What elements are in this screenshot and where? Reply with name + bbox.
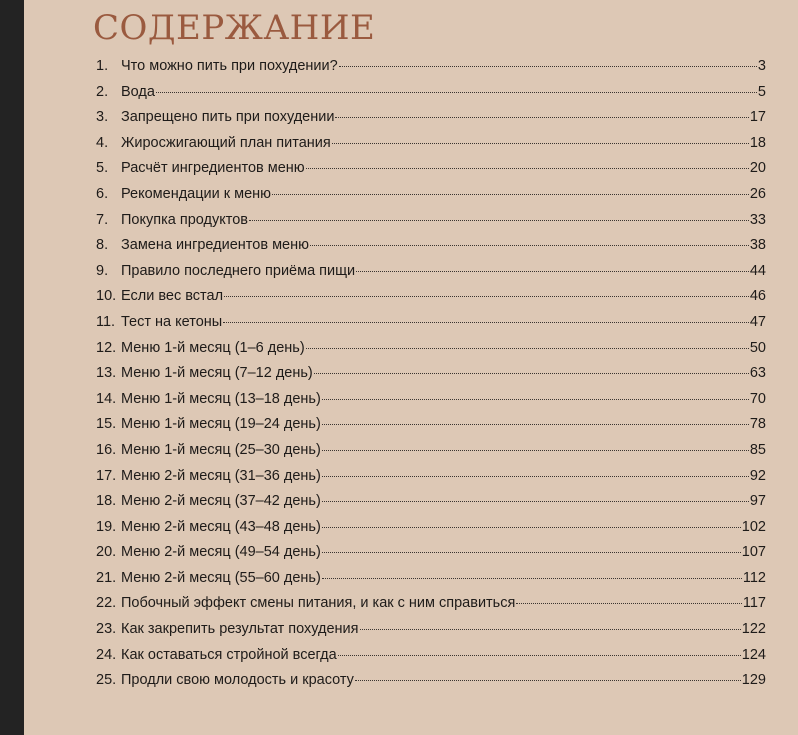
toc-entry-title: Тест на кетоны [121, 313, 223, 330]
toc-entry-page-number: 63 [749, 365, 766, 382]
toc-entry-page-number: 97 [749, 493, 766, 510]
toc-entry[interactable] [96, 442, 766, 468]
toc-entry-page-number: 33 [749, 211, 766, 228]
dot-leader [355, 680, 741, 681]
toc-entry-page-number: 17 [749, 109, 766, 126]
toc-entry-number: 14. [96, 390, 117, 407]
toc-entry[interactable] [96, 391, 766, 417]
toc-entry-number: 6. [96, 185, 109, 202]
toc-entry-page-number: 107 [741, 544, 766, 561]
toc-entry-page-number: 20 [749, 160, 766, 177]
toc-entry-title: Запрещено пить при похудении [121, 109, 335, 126]
page-title: СОДЕРЖАНИЕ [93, 8, 376, 48]
toc-entry-page-number: 78 [749, 416, 766, 433]
dot-leader [322, 501, 749, 502]
toc-entry-page-number: 44 [749, 262, 766, 279]
toc-entry-number: 15. [96, 416, 117, 433]
dot-leader [360, 629, 741, 630]
toc-entry[interactable] [96, 672, 766, 698]
toc-entry-number: 11. [96, 313, 116, 330]
dot-leader [339, 66, 757, 67]
toc-entry[interactable] [96, 212, 766, 238]
toc-entry-page-number: 38 [749, 237, 766, 254]
toc-entry[interactable] [96, 621, 766, 647]
toc-page [24, 0, 798, 735]
toc-entry-title: Покупка продуктов [121, 211, 248, 228]
toc-entry-page-number: 117 [742, 595, 766, 612]
dot-leader [322, 450, 749, 451]
toc-entry[interactable] [96, 58, 766, 84]
toc-entry[interactable] [96, 365, 766, 391]
toc-entry-page-number: 3 [757, 58, 766, 74]
toc-entry-number: 1. [96, 58, 109, 74]
toc-entry-page-number: 46 [749, 288, 766, 305]
toc-entry-number: 18. [96, 493, 117, 510]
dot-leader [223, 322, 749, 323]
toc-entry-number: 13. [96, 365, 117, 382]
toc-entry-title: Рекомендации к меню [121, 185, 272, 202]
toc-entry-number: 4. [96, 134, 109, 151]
toc-entry-number: 3. [96, 109, 109, 126]
toc-entry-title: Меню 1-й месяц (7–12 день) [121, 365, 313, 382]
toc-entry[interactable] [96, 84, 766, 110]
toc-entry[interactable] [96, 109, 766, 135]
toc-entry-page-number: 18 [749, 134, 766, 151]
toc-entry-number: 7. [96, 211, 109, 228]
toc-entry-number: 5. [96, 160, 109, 177]
toc-entry[interactable] [96, 647, 766, 673]
toc-entry[interactable] [96, 237, 766, 263]
toc-entry-page-number: 47 [749, 313, 766, 330]
toc-entry[interactable] [96, 416, 766, 442]
dot-leader [338, 655, 741, 656]
dot-leader [356, 271, 749, 272]
dot-leader [224, 296, 749, 297]
toc-entry-title: Меню 2-й месяц (31–36 день) [121, 467, 321, 484]
toc-entry-page-number: 112 [742, 569, 766, 586]
toc-entry-title: Жиросжигающий план питания [121, 134, 331, 151]
toc-entry-page-number: 92 [749, 467, 766, 484]
toc-entry-title: Вода [121, 83, 155, 100]
toc-entry-number: 10. [96, 288, 117, 305]
toc-entry-title: Расчёт ингредиентов меню [121, 160, 305, 177]
toc-entry-page-number: 102 [741, 518, 766, 535]
toc-entry-title: Побочный эффект смены питания, и как с ним справиться [121, 595, 516, 612]
dot-leader [322, 578, 742, 579]
toc-entry-title: Меню 2-й месяц (49–54 день) [121, 544, 321, 561]
dot-leader [335, 117, 748, 118]
toc-entry-number: 25. [96, 672, 117, 689]
dot-leader [156, 92, 757, 93]
toc-entry-title: Меню 1-й месяц (19–24 день) [121, 416, 321, 433]
toc-entry-number: 20. [96, 544, 117, 561]
toc-entry-title: Как закрепить результат похудения [121, 621, 359, 638]
toc-entry-page-number: 5 [757, 83, 766, 100]
toc-entry[interactable] [96, 340, 766, 366]
dot-leader [310, 245, 749, 246]
toc-entry-title: Правило последнего приёма пищи [121, 262, 356, 279]
toc-entry-page-number: 122 [741, 621, 766, 638]
toc-entry-title: Как оставаться стройной всегда [121, 646, 337, 663]
dot-leader [322, 476, 749, 477]
toc-entry-page-number: 129 [741, 672, 766, 689]
toc-entry[interactable] [96, 135, 766, 161]
toc-entry-page-number: 26 [749, 185, 766, 202]
toc-entry-number: 23. [96, 621, 117, 638]
dot-leader [332, 143, 749, 144]
toc-entry[interactable] [96, 570, 766, 596]
toc-entry-title: Меню 1-й месяц (1–6 день) [121, 339, 305, 356]
toc-entry[interactable] [96, 314, 766, 340]
toc-entry-title: Продли свою молодость и красоту [121, 672, 354, 689]
dot-leader [516, 603, 742, 604]
dot-leader [306, 348, 749, 349]
dot-leader [249, 220, 749, 221]
toc-entry-number: 12. [96, 339, 117, 356]
toc-entry[interactable] [96, 519, 766, 545]
toc-entry[interactable] [96, 263, 766, 289]
toc-entry-title: Если вес встал [121, 288, 224, 305]
table-of-contents [96, 58, 766, 698]
toc-entry-page-number: 124 [741, 646, 766, 663]
toc-entry-title: Что можно пить при похудении? [121, 58, 338, 74]
toc-entry-number: 19. [96, 518, 117, 535]
toc-entry-number: 17. [96, 467, 117, 484]
toc-entry-title: Меню 2-й месяц (43–48 день) [121, 518, 321, 535]
dot-leader [272, 194, 749, 195]
dot-leader [306, 168, 749, 169]
dot-leader [322, 552, 741, 553]
toc-entry-number: 8. [96, 237, 109, 254]
toc-entry-number: 2. [96, 83, 109, 100]
toc-entry-title: Меню 1-й месяц (13–18 день) [121, 390, 321, 407]
dot-leader [322, 424, 749, 425]
toc-entry-page-number: 85 [749, 441, 766, 458]
dot-leader [314, 373, 749, 374]
toc-entry-title: Меню 1-й месяц (25–30 день) [121, 441, 321, 458]
toc-entry[interactable] [96, 288, 766, 314]
toc-entry[interactable] [96, 544, 766, 570]
toc-entry-number: 21. [96, 569, 117, 586]
toc-entry-number: 9. [96, 262, 109, 279]
toc-entry-page-number: 50 [749, 339, 766, 356]
dot-leader [322, 527, 741, 528]
toc-entry[interactable] [96, 595, 766, 621]
toc-entry-number: 16. [96, 441, 117, 458]
toc-entry-title: Замена ингредиентов меню [121, 237, 309, 254]
toc-entry-number: 22. [96, 595, 117, 612]
toc-entry-title: Меню 2-й месяц (55–60 день) [121, 569, 321, 586]
toc-entry-title: Меню 2-й месяц (37–42 день) [121, 493, 321, 510]
dot-leader [322, 399, 749, 400]
toc-entry[interactable] [96, 160, 766, 186]
left-dark-strip [0, 0, 24, 735]
toc-entry[interactable] [96, 468, 766, 494]
toc-entry-page-number: 70 [749, 390, 766, 407]
toc-entry[interactable] [96, 493, 766, 519]
toc-entry-number: 24. [96, 646, 117, 663]
toc-entry[interactable] [96, 186, 766, 212]
